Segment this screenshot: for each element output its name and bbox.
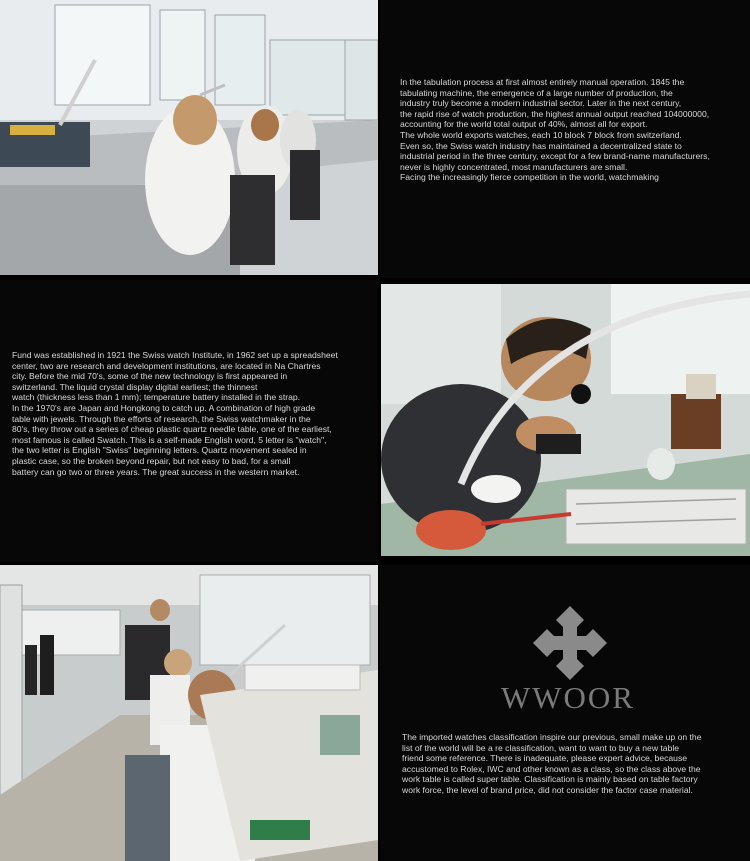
history-paragraph-swatch: Fund was established in 1921 the Swiss watch Institute, in 1962 set up a spreadsheet center, two are research and development institutions, are located in Na Chartres city. Before the mid 70's, some of the new technology is first appeared in switzerland. The liquid crystal display digital earliest; the thinnest watch (thickness less than 1 mm); temperature battery installed in the strap. In the 1970's are Japan and Hongkong to catch up. A combination of high grade table with jewels. Through the efforts of research, the Swiss watchmaker in the 80's, they throw out a series of cheap plastic quartz needle table, one of the earliest, most famous is called Swatch. This is a self-made English word, 5 letter is "watch", the two letter is English "Swiss" beginning letters. Quartz movement sealed in plastic case, so the broken beyond repair, but not easy to bad, for a small battery can go two or three years. The great success in the western market. (12, 350, 338, 477)
text-panel-top (380, 0, 750, 278)
photo-watchmaker-loupe-closeup (381, 284, 750, 556)
diamond-cross-logo-icon (533, 606, 607, 680)
text-panel-bottom (380, 565, 750, 861)
classification-paragraph: The imported watches classification inspire our previous, small make up on the list of the world will be a re classification, want to want to buy a new table friend some reference. There is inadequate, please expert advice, because accustomed to Rolex, IWC and other known as a class, so the class above the work table is called super table. Classification is mainly based on table factory work force, the level of brand price, did not consider the factor case material. (402, 732, 702, 795)
brand-wordmark: WWOOR (501, 680, 635, 715)
history-paragraph-tabulation: In the tabulation process at first almost entirely manual operation. 1845 the tabulating machine, the emergence of a large number of production, the industry truly become a modern industrial sector. Later in the next century, the rapid rise of watch production, the highest annual output reached 104000000, accounting for the world total output of 40%, almost all for export. The whole world exports watches, each 10 block 7 block from switzerland. Even so, the Swiss watch industry has maintained a decentralized state to industrial period in the three century, except for a few brand-name manufacturers, never is highly concentrated, most manufacturers are small. Facing the increasingly fierce competition in the world, watchmaking (400, 77, 710, 183)
text-panel-middle (0, 280, 378, 562)
photo-watchmakers-workshop-windows (0, 0, 378, 275)
photo-workshop-floor-workers (0, 565, 378, 861)
